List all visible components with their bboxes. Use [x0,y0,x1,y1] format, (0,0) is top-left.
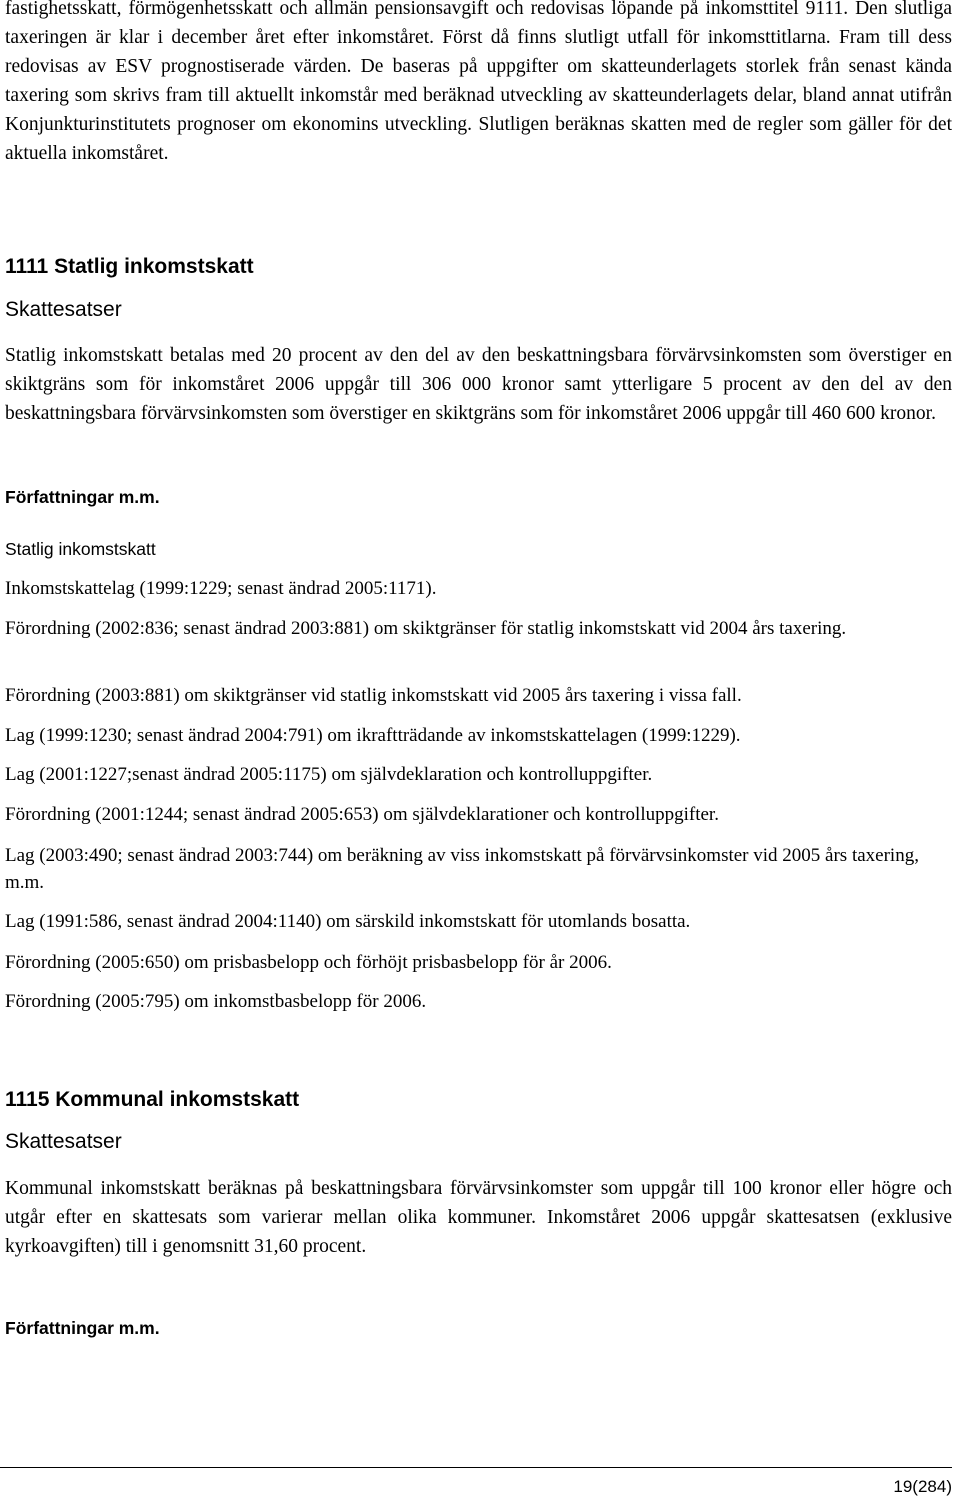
law-item: Förordning (2001:1244; senast ändrad 2005:653) om självdeklarationer och kontrolluppgifter. [5,804,719,825]
section-1115-body: Kommunal inkomstskatt beräknas på beskattningsbara förvärvsinkomster som uppgår till 100 kronor eller högre och utgår efter en skattesats som varierar mellan olika kommuner. Inkomståret 2006 uppgår skattesatsen (exklusive kyrkoavgiften) till i genomsnitt 31,60 procent. [5,1178,952,1257]
section-1115-subheading: Skattesatser [5,1130,122,1153]
section-1111-laws-subheading: Statlig inkomstskatt [5,539,156,559]
section-1111-heading: 1111 Statlig inkomstskatt [5,255,254,278]
law-item: Lag (1991:586, senast ändrad 2004:1140) om särskild inkomstskatt för utomlands bosatta. [5,911,691,932]
section-1111-laws-heading: Författningar m.m. [5,487,160,507]
section-1111-body: Statlig inkomstskatt betalas med 20 procent av den del av den beskattningsbara förvärvsinkomsten som överstiger en skiktgräns som för inkomståret 2006 uppgår till 306 000 kronor samt ytterligare 5 procent av den del av den beskattningsbara förvärvsinkomsten som överstiger en skiktgräns som för inkomståret 2006 uppgår till 460 600 kronor. [5,345,952,424]
section-1115-heading: 1115 Kommunal inkomstskatt [5,1088,300,1111]
law-item: Lag (1999:1230; senast ändrad 2004:791) om ikraftträdande av inkomstskattelagen (1999:1229). [5,725,741,746]
section-1115-laws-heading: Författningar m.m. [5,1318,160,1338]
footer-rule [0,1467,952,1468]
law-item: Lag (2001:1227;senast ändrad 2005:1175) om självdeklaration och kontrolluppgifter. [5,764,653,785]
law-item: Förordning (2002:836; senast ändrad 2003:881) om skiktgränser för statlig inkomstskatt vid 2004 års taxering. [5,618,847,639]
intro-paragraph: fastighetsskatt, förmögenhetsskatt och allmän pensionsavgift och redovisas löpande på inkomsttitel 9111. Den slutliga taxeringen är klar i december året efter inkomståret. Först då finns slutligt utfall för inkomsttitlarna. Fram till dess redovisas av ESV prognostiserade värden. De baseras på uppgifter om skatteunderlagets storlek från senast kända taxering som skrivs fram till aktuellt inkomstår med beräknad utveckling av skatteunderlagets delar, bland annat utifrån Konjunkturinstitutets prognoser om ekonomins utveckling. Slutligen beräknas skatten med de regler som gäller för det aktuella inkomståret. [5,0,952,164]
law-item: Förordning (2003:881) om skiktgränser vid statlig inkomstskatt vid 2005 års taxering i vissa fall. [5,685,742,706]
law-item: Lag (2003:490; senast ändrad 2003:744) om beräkning av viss inkomstskatt på förvärvsinkomster vid 2005 års taxering, m.m. [5,845,919,893]
law-item: Inkomstskattelag (1999:1229; senast ändrad 2005:1171). [5,578,437,599]
law-item: Förordning (2005:650) om prisbasbelopp och förhöjt prisbasbelopp för år 2006. [5,952,612,973]
page-number: 19(284) [893,1477,952,1496]
law-item: Förordning (2005:795) om inkomstbasbelopp för 2006. [5,991,427,1012]
section-1111-subheading: Skattesatser [5,298,122,321]
